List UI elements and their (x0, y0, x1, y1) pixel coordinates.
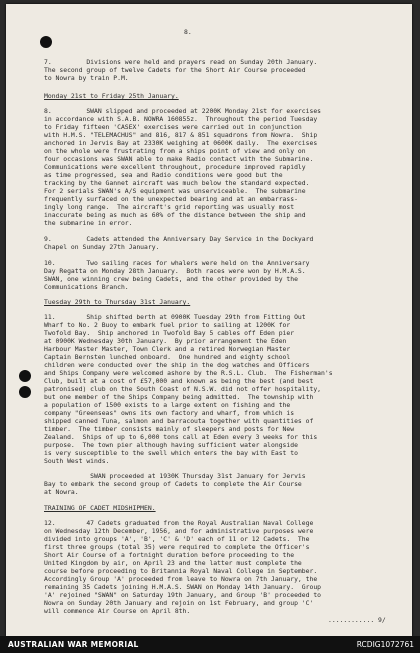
heading-monday-friday: Monday 21st to Friday 25th January. (44, 92, 179, 100)
punch-hole-middle-2 (19, 386, 31, 398)
archive-footer (0, 636, 420, 653)
punch-hole-top (40, 36, 52, 48)
continuation-marker: ............ 9/ (328, 616, 386, 624)
footer-institution: AUSTRALIAN WAR MEMORIAL (8, 640, 139, 649)
heading-training-cadets: TRAINING OF CADET MIDSHIPMEN. (44, 504, 156, 512)
punch-hole-middle-1 (19, 370, 31, 382)
heading-tuesday-thursday: Tuesday 29th to Thursday 31st January. (44, 298, 191, 306)
page-number: 8. (184, 28, 192, 36)
document-page: 8. 7. Divisions were held and prayers read on Sunday 20th January. The second group of twelve Cadets for the Short Air Course proceeded to Nowra by train P.M. Monday 21st to Friday 25th January. 8. SWAN slipped and proceeded at 2200K Monday 21st for exercises in accordance with S.A.B. NOWRA 160855z. Throughout the period Tuesday to Friday fifteen 'CASEX' exercises were carried out in conjunction with H.M.S. "TELEMACHUS" and 816, 817 & 851 squadrons from Nowra. Ship anchored in Jervis Bay at 2330K weighing at 0600K daily. The exercises on the whole were frustrating from a ships point of view and only on four occasions was SWAN able to make Radio contact with the Submarine. Communications were excellent throughout, procedure improved rapidly as time progressed, sea and Radio conditions were good but the tracking by the Gannet aircraft was much below the standard expected. For 2 serials SWAN's A/S equipment was unserviceable. The submarine frequently surfaced on the unexpected bearing and at an embarrass- ingly long range. The aircraft's grid reporting was usually most inaccurate being as much as 60% of the distance between the ship and the submarine in error. 9. Cadets attended the Anniversary Day Service in the Dockyard Chapel on Sunday 27th January. 10. Two sailing races for whalers were held on the Anniversary Day Regatta on Monday 28th January. Both races were won by H.M.A.S. SWAN, one winning crew being Cadets, and the other provided by the Communications Branch. Tuesday 29th to Thursday 31st January. 11. Ship shifted berth at 0900K Tuesday 29th from Fitting Out Wharf to No. 2 Buoy to embark fuel prior to sailing at 1200K for Twofold Bay. Ship anchored in Twofold Bay 5 cables off Eden pier at 0900K Wednesday 30th January. By prior arrangement the Eden Harbour Master Master, Town Clerk and a retired Norwegian Master Captain Bernsten lunched onboard. One hundred and eighty school children were conducted over the ship in the dog watches and Officers and Ships Company were welcomed ashore by the R.S.L. Club. The Fisherman's Club, built at a cost of £57,000 and known as being the best (and best patronised) club on the South Coast of N.S.W. did not offer hospitality, but one member of the Ships Company being admitted. The township with a population of 1500 exists to a large extent on fishing and the company "Greenseas" owns its own factory and wharf, from which is shipped canned Tuna, salmon and barracouta together with quantities of timber. The timber consists mainly of sleepers and posts for New Zealand. Ships of up to 6,000 tons call at Eden every 3 weeks for this purpose. The town pier although having sufficient water alongside is very susceptible to the swell which enters the bay with East to South West winds. SWAN proceeded at 1930K Thursday 31st January for Jervis Bay to embark the second group of Cadets to complete the Air Course at Nowra. TRAINING OF CADET MIDSHIPMEN. 12. 47 Cadets graduated from the Royal Australian Naval College on Wednesday 12th December, 1956, and for administrative purposes were divided into groups 'A', 'B', 'C' & 'D' each of 11 or 12 Cadets. The first three groups (total 35) were required to complete the Officer's Short Air Course of a fortnight duration before proceeding to the United Kingdom by air, on April 23 and the latter must complete the course before proceeding to Britannia Royal Naval College in September. Accordingly Group 'A' proceeded from leave to Nowra on 7th January, the remaining 35 Cadets joining H.M.A.S. SWAN on Monday 14th January. Group 'A' rejoined "SWAN" on Saturday 19th January, and Group 'B' proceeded to Nowra on Sunday 20th January and rejoin on 1st February, and group 'C' will commence Air Course on April 8th. ............ 9/ (6, 4, 412, 636)
footer-record-id: RCDIG1072761 (356, 640, 414, 649)
